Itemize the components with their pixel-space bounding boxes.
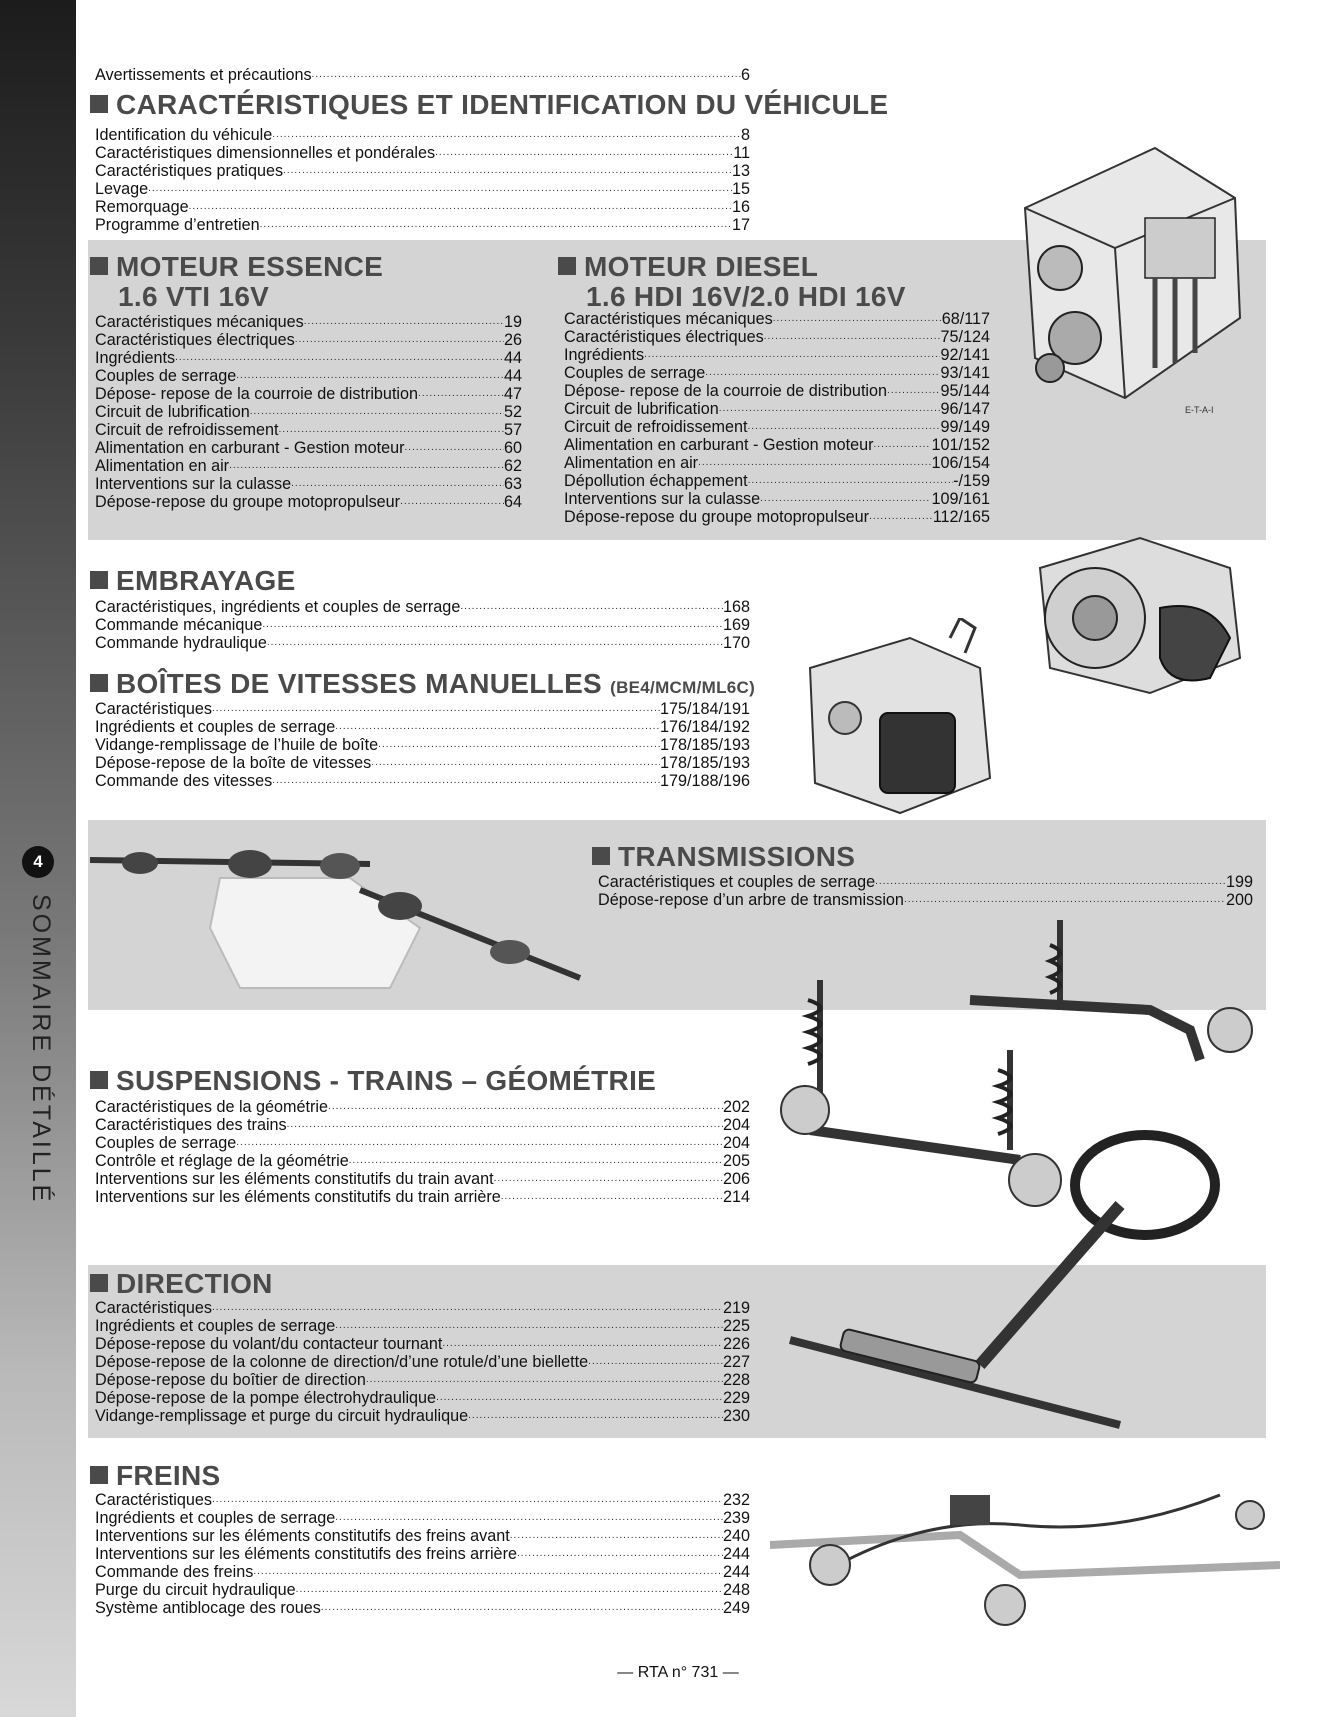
toc-dot-leader <box>435 144 733 162</box>
toc-entry <box>564 418 990 436</box>
toc-dot-leader <box>175 349 504 367</box>
toc-dot-leader <box>253 1563 723 1581</box>
toc-entry-page: 60 <box>503 439 522 457</box>
toc-entry-page: 178/185/193 <box>659 736 750 754</box>
toc-entry <box>95 1098 750 1116</box>
toc-direction <box>95 1299 750 1425</box>
toc-dot-leader <box>436 1389 723 1407</box>
toc-dot-leader <box>887 382 940 400</box>
page-number-badge: 4 <box>22 846 54 878</box>
toc-entry-page: 15 <box>731 180 750 198</box>
section-title-text: DIRECTION <box>116 1268 273 1299</box>
toc-entry-label: Dépose-repose de la boîte de vitesses <box>95 754 372 772</box>
toc-entry <box>95 475 522 493</box>
toc-dot-leader <box>272 772 660 790</box>
toc-dot-leader <box>644 346 940 364</box>
toc-dot-leader <box>335 718 660 736</box>
toc-entry-label: Caractéristiques de la géométrie <box>95 1098 329 1116</box>
toc-entry <box>564 328 990 346</box>
toc-entry-page: 68/117 <box>941 310 990 328</box>
toc-entry <box>95 126 750 144</box>
toc-dot-leader <box>875 873 1226 891</box>
toc-entry-label: Ingrédients et couples de serrage <box>95 718 336 736</box>
toc-entry-page: -/159 <box>953 472 990 490</box>
toc-dot-leader <box>705 364 940 382</box>
toc-entry-label: Contrôle et réglage de la géométrie <box>95 1152 349 1170</box>
toc-entry-label: Dépose-repose du boîtier de direction <box>95 1371 366 1389</box>
toc-entry-label: Remorquage <box>95 198 189 216</box>
toc-entry-label: Levage <box>95 180 149 198</box>
toc-entry-page: 232 <box>722 1491 750 1509</box>
toc-entry-page: 95/144 <box>940 382 990 400</box>
toc-entry-page: 240 <box>722 1527 750 1545</box>
toc-entry <box>564 346 990 364</box>
toc-entry-page: 8 <box>740 126 750 144</box>
toc-entry-page: 204 <box>722 1134 750 1152</box>
toc-entry-page: 63 <box>503 475 522 493</box>
toc-entry-label: Couples de serrage <box>95 1134 237 1152</box>
toc-entry-page: 112/165 <box>932 508 990 526</box>
toc-entry <box>95 1170 750 1188</box>
toc-entry <box>95 385 522 403</box>
toc-dot-leader <box>371 754 660 772</box>
toc-entry-page: 214 <box>722 1188 750 1206</box>
toc-entry-label: Circuit de lubrification <box>564 400 719 418</box>
toc-entry-label: Dépollution échappement <box>564 472 748 490</box>
toc-entry-page: 176/184/192 <box>659 718 750 736</box>
toc-entry-label: Caractéristiques mécaniques <box>564 310 773 328</box>
section-title-suffix: (BE4/MCM/ML6C) <box>610 678 756 697</box>
toc-entry-page: 6 <box>740 66 750 84</box>
illustration-watermark: E-T-A-I <box>1185 405 1214 415</box>
toc-entry-label: Couples de serrage <box>564 364 706 382</box>
toc-dot-leader <box>494 1170 723 1188</box>
toc-dot-leader <box>442 1335 723 1353</box>
section-title-text: MOTEUR DIESEL <box>584 251 819 282</box>
toc-entry-label: Programme d’entretien <box>95 216 260 234</box>
toc-entry-page: 11 <box>733 144 750 162</box>
section-title-identification <box>90 90 888 120</box>
toc-dot-leader <box>366 1371 723 1389</box>
toc-entry-page: 244 <box>722 1563 750 1581</box>
toc-dot-leader <box>279 421 504 439</box>
toc-entry <box>95 1599 750 1617</box>
toc-entry <box>564 436 990 454</box>
toc-entry-label: Alimentation en carburant - Gestion moteur <box>95 439 405 457</box>
toc-entry-label: Dépose-repose de la colonne de direction/d’une rotule/d’une biellette <box>95 1353 589 1371</box>
toc-entry-page: 106/154 <box>931 454 990 472</box>
toc-entry <box>95 331 522 349</box>
toc-dot-leader <box>291 475 504 493</box>
toc-entry <box>95 1299 750 1317</box>
toc-entry <box>95 1317 750 1335</box>
toc-dot-leader <box>250 403 504 421</box>
toc-entry <box>95 1491 750 1509</box>
toc-dot-leader <box>260 216 732 234</box>
toc-entry-label: Système antiblocage des roues <box>95 1599 321 1617</box>
toc-entry <box>95 493 522 511</box>
toc-entry-page: 109/161 <box>931 490 990 508</box>
toc-entry-page: 179/188/196 <box>659 772 750 790</box>
section-title-text: SUSPENSIONS - TRAINS – GÉOMÉTRIE <box>116 1065 657 1096</box>
toc-dot-leader <box>748 418 941 436</box>
toc-dot-leader <box>405 439 504 457</box>
toc-entry-page: 170 <box>722 634 750 652</box>
toc-entry-page: 204 <box>722 1116 750 1134</box>
toc-entry-label: Caractéristiques <box>95 1299 212 1317</box>
section-title-suspensions <box>90 1066 656 1096</box>
section-square-icon <box>90 674 108 692</box>
toc-entry-page: 248 <box>722 1581 750 1599</box>
toc-entry-page: 175/184/191 <box>659 700 750 718</box>
toc-entry-page: 75/124 <box>940 328 990 346</box>
toc-entry-page: 178/185/193 <box>659 754 750 772</box>
toc-entry-label: Caractéristiques des trains <box>95 1116 287 1134</box>
toc-dot-leader <box>517 1545 723 1563</box>
toc-entry-label: Caractéristiques <box>95 1491 212 1509</box>
toc-dot-leader <box>773 310 942 328</box>
toc-entry-label: Dépose-repose d’un arbre de transmission <box>598 891 904 909</box>
toc-entry <box>95 162 750 180</box>
toc-entry <box>95 1581 750 1599</box>
toc-dot-leader <box>212 1491 723 1509</box>
toc-entry-label: Caractéristiques électriques <box>95 331 295 349</box>
toc-entry-label: Dépose-repose de la pompe électrohydraulique <box>95 1389 437 1407</box>
section-title-boites <box>90 669 755 703</box>
toc-entry-label: Ingrédients et couples de serrage <box>95 1509 336 1527</box>
toc-entry-label: Alimentation en air <box>95 457 230 475</box>
toc-entry <box>564 364 990 382</box>
toc-entry-page: 26 <box>503 331 522 349</box>
toc-entry <box>95 349 522 367</box>
toc-entry-page: 229 <box>722 1389 750 1407</box>
toc-embrayage <box>95 598 750 652</box>
toc-dot-leader <box>378 736 660 754</box>
toc-freins <box>95 1491 750 1617</box>
toc-entry <box>564 454 990 472</box>
toc-entry-label: Dépose-repose du volant/du contacteur tournant <box>95 1335 443 1353</box>
driveshafts-illustration <box>90 838 590 1008</box>
section-square-icon <box>90 1274 108 1292</box>
toc-entry-label: Circuit de lubrification <box>95 403 250 421</box>
section-title-text: MOTEUR ESSENCE <box>116 251 384 282</box>
toc-entry-label: Avertissements et précautions <box>95 66 312 84</box>
toc-entry-page: 206 <box>722 1170 750 1188</box>
toc-essence <box>95 313 522 511</box>
toc-entry-page: 62 <box>503 457 522 475</box>
toc-entry <box>95 1152 750 1170</box>
section-square-icon <box>592 847 610 865</box>
toc-entry-label: Commande hydraulique <box>95 634 267 652</box>
toc-entry-label: Identification du véhicule <box>95 126 273 144</box>
toc-entry-label: Vidange-remplissage de l’huile de boîte <box>95 736 379 754</box>
sidebar-title: SOMMAIRE DÉTAILLÉ <box>27 894 55 1205</box>
toc-entry-page: 226 <box>722 1335 750 1353</box>
toc-dot-leader <box>304 313 504 331</box>
toc-entry-label: Interventions sur les éléments constitutifs du train arrière <box>95 1188 501 1206</box>
toc-entry-label: Caractéristiques, ingrédients et couples de serrage <box>95 598 461 616</box>
toc-dot-leader <box>236 1134 723 1152</box>
toc-entry <box>95 216 750 234</box>
engine-illustration <box>1005 128 1255 428</box>
toc-entry-page: 225 <box>722 1317 750 1335</box>
section-title-text: CARACTÉRISTIQUES ET IDENTIFICATION DU VÉHICULE <box>116 89 889 120</box>
toc-entry <box>95 718 750 736</box>
toc-entry-label: Dépose- repose de la courroie de distribution <box>95 385 419 403</box>
toc-entry <box>95 1353 750 1371</box>
toc-dot-leader <box>719 400 941 418</box>
toc-entry-label: Circuit de refroidissement <box>564 418 748 436</box>
toc-entry <box>95 1527 750 1545</box>
toc-entry-page: 64 <box>503 493 522 511</box>
toc-entry-page: 92/141 <box>940 346 990 364</box>
toc-entry-label: Purge du circuit hydraulique <box>95 1581 296 1599</box>
toc-entry-label: Circuit de refroidissement <box>95 421 279 439</box>
toc-entry <box>564 490 990 508</box>
toc-dot-leader <box>328 1098 723 1116</box>
toc-intro <box>95 66 750 84</box>
toc-entry-label: Dépose-repose du groupe motopropulseur <box>564 508 870 526</box>
section-subtitle: 1.6 HDI 16V/2.0 HDI 16V <box>586 281 906 312</box>
toc-dot-leader <box>349 1152 723 1170</box>
toc-entry-label: Interventions sur les éléments constitutifs des freins avant <box>95 1527 510 1545</box>
toc-entry <box>598 873 1253 891</box>
toc-entry-page: 96/147 <box>940 400 990 418</box>
toc-entry-label: Couples de serrage <box>95 367 237 385</box>
toc-suspensions <box>95 1098 750 1206</box>
toc-entry-page: 47 <box>503 385 522 403</box>
toc-entry-label: Caractéristiques <box>95 700 212 718</box>
toc-dot-leader <box>698 454 931 472</box>
steering-illustration <box>780 1115 1260 1445</box>
toc-entry-label: Caractéristiques et couples de serrage <box>598 873 876 891</box>
toc-entry <box>95 144 750 162</box>
section-title-essence <box>90 252 383 312</box>
toc-entry-label: Caractéristiques pratiques <box>95 162 284 180</box>
toc-dot-leader <box>212 1299 723 1317</box>
toc-dot-leader <box>262 616 723 634</box>
toc-entry <box>95 772 750 790</box>
section-square-icon <box>90 1071 108 1089</box>
toc-entry-label: Dépose- repose de la courroie de distribution <box>564 382 888 400</box>
toc-entry <box>95 180 750 198</box>
toc-entry-label: Commande mécanique <box>95 616 263 634</box>
toc-entry-label: Interventions sur les éléments constitutifs des freins arrière <box>95 1545 517 1563</box>
section-square-icon <box>90 1466 108 1484</box>
toc-entry <box>95 634 750 652</box>
toc-entry-label: Commande des freins <box>95 1563 254 1581</box>
toc-entry <box>95 1188 750 1206</box>
toc-entry-page: 199 <box>1225 873 1253 891</box>
toc-dot-leader <box>148 180 732 198</box>
section-title-direction <box>90 1269 273 1299</box>
toc-entry-page: 57 <box>503 421 522 439</box>
toc-dot-leader <box>335 1317 723 1335</box>
toc-dot-leader <box>460 598 723 616</box>
toc-entry-label: Alimentation en carburant - Gestion moteur <box>564 436 874 454</box>
toc-entry-label: Interventions sur la culasse <box>95 475 292 493</box>
section-title-text: FREINS <box>116 1460 221 1491</box>
toc-entry <box>95 736 750 754</box>
toc-dot-leader <box>335 1509 723 1527</box>
toc-dot-leader <box>400 493 504 511</box>
toc-entry-page: 244 <box>722 1545 750 1563</box>
toc-dot-leader <box>510 1527 723 1545</box>
toc-dot-leader <box>874 436 932 454</box>
toc-entry <box>95 439 522 457</box>
toc-dot-leader <box>501 1188 723 1206</box>
toc-entry-page: 44 <box>503 367 522 385</box>
toc-entry-page: 228 <box>722 1371 750 1389</box>
toc-entry <box>564 382 990 400</box>
toc-dot-leader <box>236 367 504 385</box>
toc-entry <box>95 421 522 439</box>
toc-dot-leader <box>418 385 504 403</box>
section-subtitle: 1.6 VTI 16V <box>118 281 270 312</box>
toc-entry <box>95 367 522 385</box>
section-title-freins <box>90 1461 220 1491</box>
toc-entry-page: 202 <box>722 1098 750 1116</box>
toc-entry-label: Interventions sur la culasse <box>564 490 761 508</box>
toc-dot-leader <box>212 700 660 718</box>
toc-identification <box>95 126 750 234</box>
toc-entry <box>95 1389 750 1407</box>
toc-entry-page: 230 <box>722 1407 750 1425</box>
toc-entry <box>564 310 990 328</box>
toc-dot-leader <box>312 66 741 84</box>
toc-dot-leader <box>283 162 732 180</box>
section-title-diesel <box>558 252 906 312</box>
toc-entry-label: Caractéristiques électriques <box>564 328 764 346</box>
toc-dot-leader <box>189 198 732 216</box>
toc-entry-page: 52 <box>503 403 522 421</box>
toc-dot-leader <box>321 1599 723 1617</box>
toc-dot-leader <box>869 508 933 526</box>
footer-text: — RTA n° 731 — <box>617 1664 739 1681</box>
toc-dot-leader <box>296 1581 723 1599</box>
toc-entry-page: 227 <box>722 1353 750 1371</box>
toc-dot-leader <box>760 490 931 508</box>
toc-entry-label: Ingrédients <box>564 346 645 364</box>
toc-entry <box>95 598 750 616</box>
toc-entry <box>95 1335 750 1353</box>
toc-entry <box>564 472 990 490</box>
section-square-icon <box>90 571 108 589</box>
section-square-icon <box>90 257 108 275</box>
toc-entry-page: 219 <box>722 1299 750 1317</box>
toc-entry <box>95 313 522 331</box>
toc-entry <box>95 1545 750 1563</box>
toc-entry-label: Caractéristiques mécaniques <box>95 313 304 331</box>
toc-entry-page: 19 <box>503 313 522 331</box>
toc-entry-page: 44 <box>503 349 522 367</box>
toc-entry <box>564 508 990 526</box>
section-title-transmissions <box>592 842 855 872</box>
section-title-embrayage <box>90 566 296 596</box>
toc-entry-page: 16 <box>731 198 750 216</box>
toc-entry-page: 205 <box>722 1152 750 1170</box>
toc-entry <box>95 1407 750 1425</box>
toc-dot-leader <box>764 328 941 346</box>
toc-entry-label: Commande des vitesses <box>95 772 273 790</box>
toc-entry <box>95 1509 750 1527</box>
toc-entry-label: Alimentation en air <box>564 454 699 472</box>
toc-entry-label: Vidange-remplissage et purge du circuit hydraulique <box>95 1407 469 1425</box>
toc-entry <box>564 400 990 418</box>
toc-entry-label: Caractéristiques dimensionnelles et pondérales <box>95 144 436 162</box>
brakes-illustration <box>760 1455 1280 1630</box>
toc-entry <box>95 1563 750 1581</box>
toc-entry-page: 101/152 <box>931 436 990 454</box>
clutch-gearbox-illustration <box>1020 528 1260 698</box>
toc-entry <box>95 1116 750 1134</box>
manual-gearbox-illustration <box>800 618 1010 818</box>
toc-entry <box>95 754 750 772</box>
toc-dot-leader <box>468 1407 723 1425</box>
toc-entry <box>95 616 750 634</box>
section-title-text: EMBRAYAGE <box>116 565 296 596</box>
toc-entry-label: Ingrédients et couples de serrage <box>95 1317 336 1335</box>
footer <box>0 1664 1336 1682</box>
toc-entry-page: 200 <box>1225 891 1253 909</box>
section-title-text: BOÎTES DE VITESSES MANUELLES <box>116 668 603 699</box>
toc-entry-page: 17 <box>731 216 750 234</box>
toc-dot-leader <box>229 457 504 475</box>
section-title-text: TRANSMISSIONS <box>618 841 856 872</box>
toc-entry-page: 93/141 <box>940 364 990 382</box>
toc-entry <box>95 457 522 475</box>
section-square-icon <box>558 257 576 275</box>
toc-dot-leader <box>748 472 954 490</box>
section-square-icon <box>90 95 108 113</box>
toc-entry-page: 249 <box>722 1599 750 1617</box>
toc-entry-page: 13 <box>731 162 750 180</box>
toc-dot-leader <box>295 331 504 349</box>
toc-dot-leader <box>267 634 723 652</box>
toc-entry-page: 99/149 <box>940 418 990 436</box>
toc-entry <box>95 66 750 84</box>
toc-entry <box>95 1134 750 1152</box>
toc-entry-label: Dépose-repose du groupe motopropulseur <box>95 493 401 511</box>
toc-dot-leader <box>588 1353 723 1371</box>
toc-entry-page: 169 <box>722 616 750 634</box>
toc-dot-leader <box>272 126 741 144</box>
toc-boites <box>95 700 750 790</box>
toc-entry <box>95 403 522 421</box>
toc-entry-page: 168 <box>722 598 750 616</box>
toc-entry-label: Interventions sur les éléments constitutifs du train avant <box>95 1170 494 1188</box>
toc-entry-label: Ingrédients <box>95 349 176 367</box>
toc-dot-leader <box>287 1116 723 1134</box>
toc-entry <box>95 1371 750 1389</box>
toc-entry <box>95 198 750 216</box>
toc-entry <box>95 700 750 718</box>
toc-entry-page: 239 <box>722 1509 750 1527</box>
toc-diesel <box>564 310 990 526</box>
